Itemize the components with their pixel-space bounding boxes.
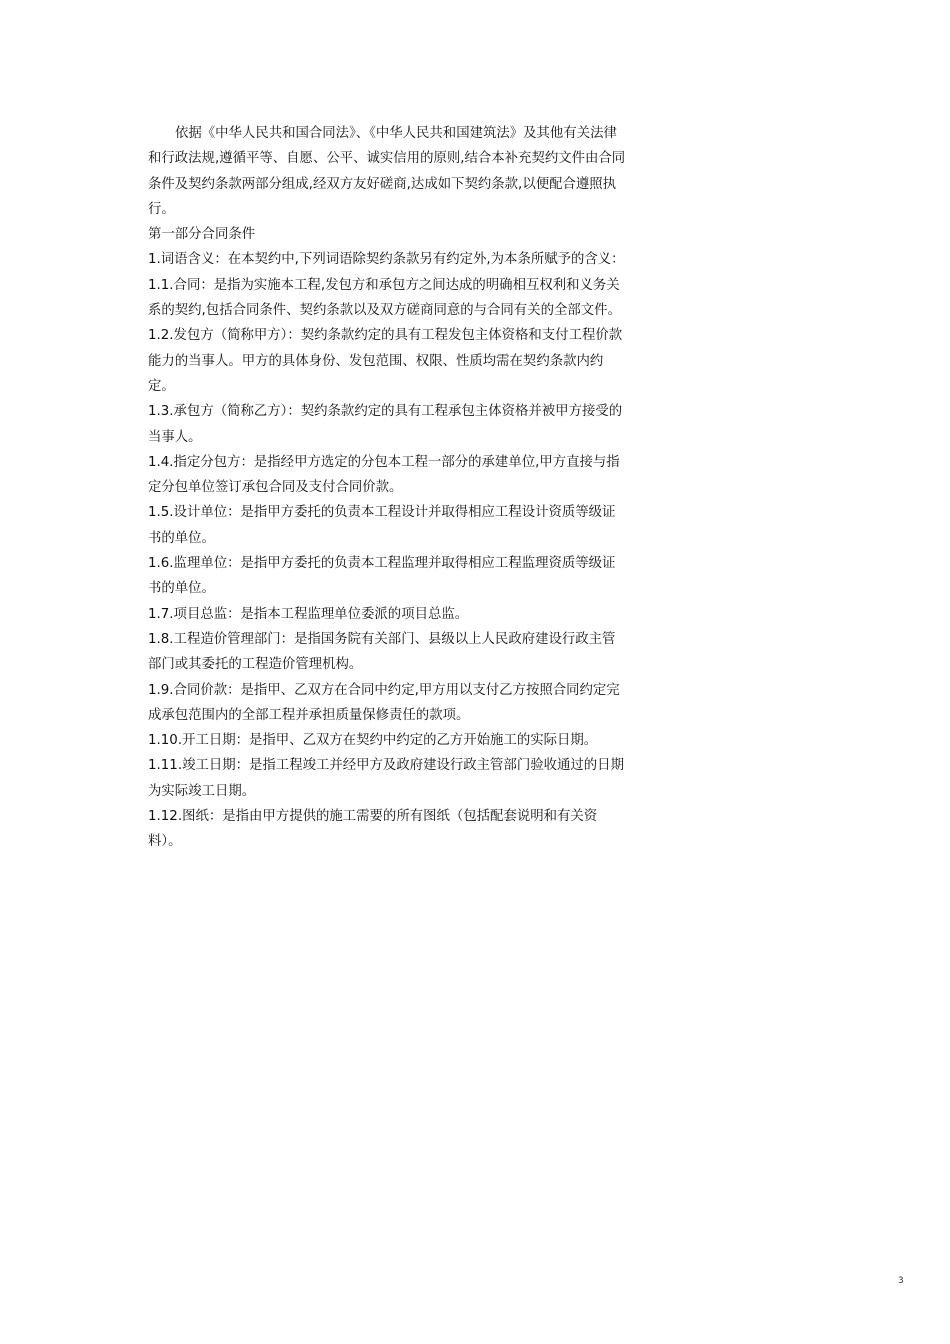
page-number: 3 [898,1276,904,1286]
clause-1-7: 1.7.项目总监：是指本工程监理单位委派的项目总监。 [148,606,469,622]
document-body [148,121,626,855]
clause-1-4: 1.4.指定分包方：是指经甲方选定的分包本工程一部分的承建单位,甲方直接与指定分包单位签订承包合同及支付合同价款。 [148,454,620,496]
intro-paragraph: 依据《中华人民共和国合同法》、《中华人民共和国建筑法》及其他有关法律和行政法规,遵循平等、自愿、公平、诚实信用的原则,结合本补充契约文件由合同条件及契约条款两部分组成,经双方友好磋商,达成如下契约条款,以便配合遵照执行。 [148,126,626,217]
part-title: 第一部分合同条件 [148,227,256,243]
clause-1-3: 1.3.承包方（简称乙方）：契约条款约定的具有工程承包主体资格并被甲方接受的当事人。 [148,404,623,445]
clause-1-10: 1.10.开工日期：是指甲、乙双方在契约中约定的乙方开始施工的实际日期。 [148,733,598,749]
clause-1-11: 1.11.竣工日期：是指工程竣工并经甲方及政府建设行政主管部门验收通过的日期为实际竣工日期。 [148,758,624,799]
clause-1-8: 1.8.工程造价管理部门：是指国务院有关部门、县级以上人民政府建设行政主管部门或其委托的工程造价管理机构。 [148,631,616,673]
clause-1-1: 1.1.合同：是指为实施本工程,发包方和承包方之间达成的明确相互权利和义务关系的契约,包括合同条件、契约条款以及双方磋商同意的与合同有关的全部文件。 [148,277,621,319]
clause-1-2: 1.2.发包方（简称甲方）：契约条款约定的具有工程发包主体资格和支付工程价款能力的当事人。甲方的具体身份、发包范围、权限、性质均需在契约条款内约定。 [148,328,623,394]
clause-1-6: 1.6.监理单位：是指甲方委托的负责本工程监理并取得相应工程监理资质等级证书的单位。 [148,556,616,597]
clause-1-12: 1.12.图纸：是指由甲方提供的施工需要的所有图纸（包括配套说明和有关资料）。 [148,809,598,850]
clause-1-5: 1.5.设计单位：是指甲方委托的负责本工程设计并取得相应工程设计资质等级证书的单位。 [148,505,616,546]
clause-1-9: 1.9.合同价款：是指甲、乙双方在合同中约定,甲方用以支付乙方按照合同约定完成承包范围内的全部工程并承担质量保修责任的款项。 [148,682,620,723]
clause-1: 1.词语含义：在本契约中,下列词语除契约条款另有约定外,为本条所赋予的含义： [148,252,625,268]
